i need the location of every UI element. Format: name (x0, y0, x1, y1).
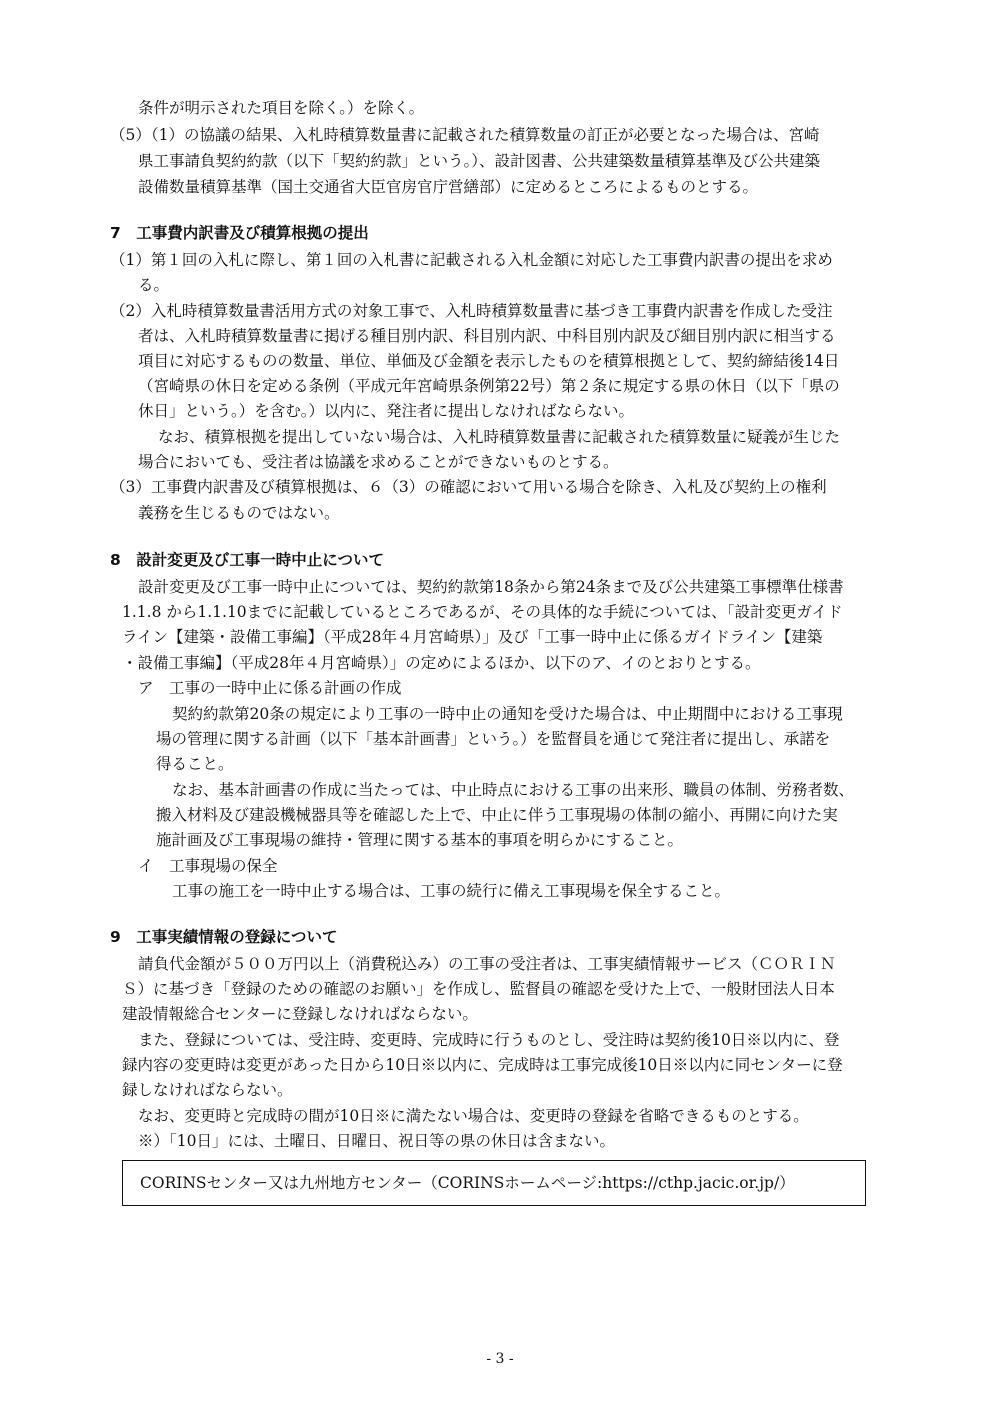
text-line: Ｓ）に基づき「登録のための確認のお願い」を作成し、監督員の確認を受けた上で、一般財団法人日本 (122, 980, 835, 998)
text-line: なお、基本計画書の作成に当たっては、中止時点における工事の出来形、職員の体制、労務者数、 (172, 781, 855, 799)
text-line: （5）（1）の協議の結果、入札時積算数量書に記載された積算数量の訂正が必要となった場合は、宮崎 (110, 126, 820, 144)
text-line: （3）工事費内訳書及び積算根拠は、６（3）の確認において用いる場合を除き、入札及び契約上の権利 (110, 478, 827, 496)
footnote: ※）「10日」には、土曜日、日曜日、祝日等の県の休日は含まない。 (138, 1132, 615, 1150)
text-line: なお、積算根拠を提出していない場合は、入札時積算数量書に記載された積算数量に疑義が生じた (158, 428, 841, 446)
text-line: 義務を生じるものではない。 (138, 504, 340, 522)
corins-info-box (122, 1160, 866, 1206)
text-line: 得ること。 (156, 755, 234, 773)
text-line: （1）第１回の入札に際し、第１回の入札書に記載される入札金額に対応した工事費内訳書の提出を求め (110, 251, 833, 269)
text-line: 工事の施工を一時中止する場合は、工事の続行に備え工事現場を保全すること。 (172, 882, 731, 900)
text-line: 建設情報総合センターに登録しなければならない。 (122, 1005, 478, 1023)
text-line: る。 (138, 276, 170, 294)
section-heading-8: 8 設計変更及び工事一時中止について (110, 551, 384, 569)
text-line: 県工事請負契約約款（以下「契約約款」という。）、設計図書、公共建築数量積算基準及び公共建築 (138, 152, 821, 170)
section-heading-9: 9 工事実績情報の登録について (110, 928, 338, 946)
text-line: 搬入材料及び建設機械器具等を確認した上で、中止に伴う工事現場の体制の縮小、再開に向けた実 (156, 806, 838, 824)
text-line: 請負代金額が５００万円以上（消費税込み）の工事の受注者は、工事実績情報サービス（ＣＯＲＩＮ (138, 955, 836, 973)
section-heading-7: 7 工事費内訳書及び積算根拠の提出 (110, 224, 369, 242)
text-line: また、登録については、受注時、変更時、完成時に行うものとし、受注時は契約後10日※以内に、登 (138, 1031, 840, 1049)
text-line: ライン【建築・設備工事編】（平成28年４月宮崎県）」及び「工事一時中止に係るガイドライン【建築 (122, 628, 823, 646)
text-line: 録しなければならない。 (122, 1081, 293, 1099)
text-line: 条件が明示された項目を除く。）を除く。 (138, 99, 425, 117)
text-line: 1.1.8 から1.1.10までに記載しているところであるが、その具体的な手続については、「設計変更ガイド (122, 603, 843, 621)
page-number: - 3 - (486, 1351, 514, 1367)
corins-info-text: CORINSセンター又は九州地方センター（CORINSホームページ:https://cthp.jacic.or.jp/） (140, 1174, 795, 1192)
text-line: （2）入札時積算数量書活用方式の対象工事で、入札時積算数量書に基づき工事費内訳書を作成した受注 (110, 302, 833, 320)
text-line: 場合においても、受注者は協議を求めることができないものとする。 (138, 453, 619, 471)
text-line: 設計変更及び工事一時中止については、契約約款第18条から第24条まで及び公共建築工事標準仕様書 (138, 578, 844, 596)
text-line: 録内容の変更時は変更があった日から10日※以内に、完成時は工事完成後10日※以内に同センターに登 (122, 1056, 843, 1074)
subheading-i: イ 工事現場の保全 (138, 857, 278, 875)
subheading-a: ア 工事の一時中止に係る計画の作成 (138, 679, 402, 697)
text-line: 設備数量積算基準（国土交通省大臣官房官庁営繕部）に定めるところによるものとする。 (138, 178, 759, 196)
text-line: 項目に対応するものの数量、単位、単価及び金額を表示したものを積算根拠として、契約締結後14日 (138, 352, 840, 370)
text-line: （宮崎県の休日を定める条例（平成元年宮崎県条例第22号）第２条に規定する県の休日（以下「県の (138, 377, 840, 395)
text-line: 施計画及び工事現場の維持・管理に関する基本的事項を明らかにすること。 (156, 831, 684, 849)
text-line: 場の管理に関する計画（以下「基本計画書」という。）を監督員を通じて発注者に提出し、承諾を (156, 730, 831, 748)
text-line: 契約約款第20条の規定により工事の一時中止の通知を受けた場合は、中止期間中における工事現 (172, 705, 843, 723)
text-line: なお、変更時と完成時の間が10日※に満たない場合は、変更時の登録を省略できるものとする。 (138, 1107, 809, 1125)
text-line: 休日」という。）を含む。）以内に、発注者に提出しなければならない。 (138, 402, 635, 420)
text-line: 者は、入札時積算数量書に掲げる種目別内訳、科目別内訳、中科目別内訳及び細目別内訳に相当する (138, 327, 836, 345)
text-line: ・設備工事編】（平成28年４月宮崎県）」の定めによるほか、以下のア、イのとおりとする。 (122, 654, 761, 672)
